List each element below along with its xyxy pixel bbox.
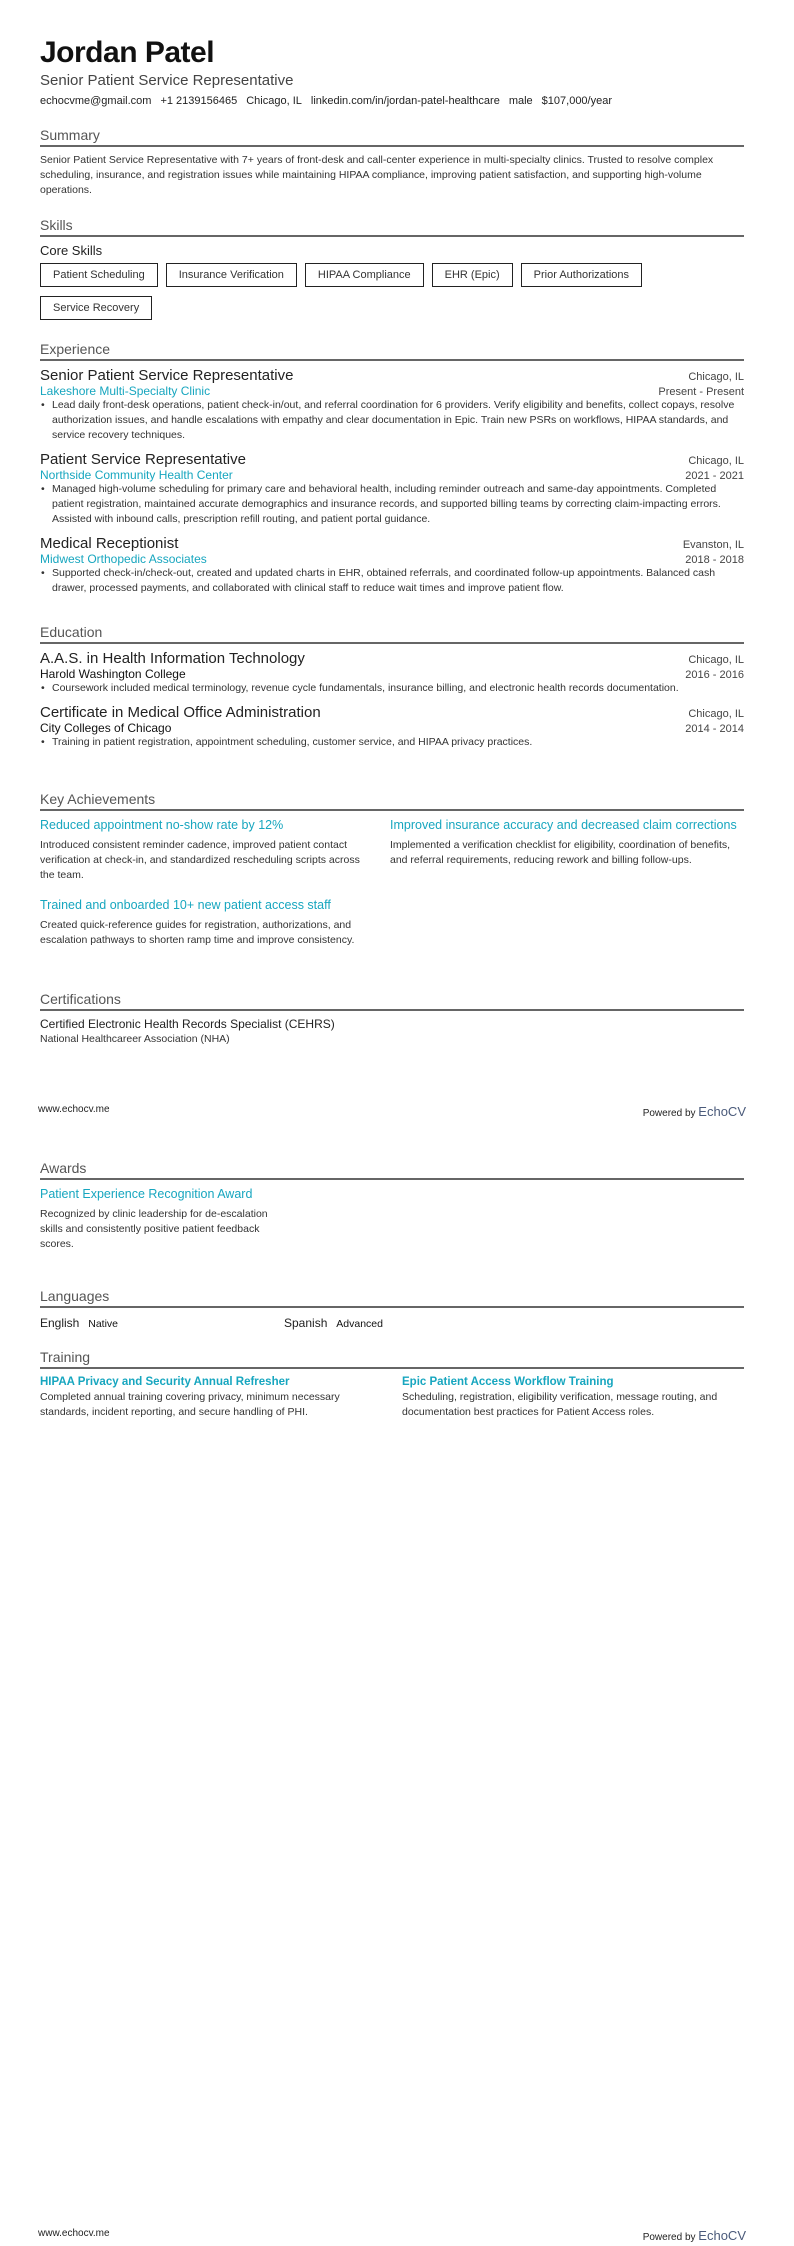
edu-dates: 2016 - 2016 [685,669,744,681]
job-location: Chicago, IL [688,371,744,383]
section-heading: Summary [40,127,744,147]
echocv-logo[interactable]: EchoCV [698,2228,746,2243]
training-text: Completed annual training covering privacy, minimum necessary standards, incident reporting, and secure handling of PHI. [40,1391,340,1418]
languages-section [40,1288,744,1332]
section-heading: Certifications [40,991,744,1011]
email[interactable]: echocvme@gmail.com [40,95,152,107]
language-item [40,1314,284,1332]
footer-site-link[interactable]: www.echocv.me [38,1104,110,1115]
resume-header [40,36,744,107]
linkedin[interactable]: linkedin.com/in/jordan-patel-healthcare [310,95,500,107]
skills-section [40,217,744,320]
contact-info [40,95,744,107]
job-entry [40,451,744,527]
award-text: Recognized by clinic leadership for de-escalation skills and consistently positive patient feedback scores. [40,1208,268,1250]
education-entry [40,704,744,750]
candidate-title: Senior Patient Service Representative [40,72,294,89]
achievement-text: Implemented a verification checklist for eligibility, coordination of benefits, and referral requirements, reducing rework and billing follow-ups. [390,839,731,866]
school: City Colleges of Chicago [40,721,172,735]
section-heading: Skills [40,217,744,237]
degree: A.A.S. in Health Information Technology [40,650,305,667]
cert-name: Certified Electronic Health Records Specialist (CEHRS) [40,1017,335,1031]
section-heading: Training [40,1349,744,1369]
achievement-title: Improved insurance accuracy and decreased claim corrections [390,818,737,832]
edu-bullet: • Training in patient registration, appointment scheduling, customer service, and HIPAA privacy practices. [40,735,744,750]
job-entry [40,535,744,596]
award-title: Patient Experience Recognition Award [40,1187,253,1201]
summary-text: Senior Patient Service Representative with 7+ years of front-desk and call-center experience in multi-specialty clinics. Trusted to resolve complex scheduling, insurance, and registration issues while maintaining HIPAA compliance, improving patient satisfaction, and supporting high-volume operations. [40,154,714,196]
training-text: Scheduling, registration, eligibility verification, message routing, and documentation best practices for Patient Access roles. [402,1391,718,1418]
achievement-item [40,817,390,883]
job-title: Patient Service Representative [40,451,246,468]
achievements-section [40,791,744,948]
echocv-logo[interactable]: EchoCV [698,1104,746,1119]
edu-dates: 2014 - 2014 [685,723,744,735]
training-title: HIPAA Privacy and Security Annual Refresher [40,1376,290,1388]
language-item [284,1314,383,1332]
job-dates: Present - Present [658,386,744,398]
skill-chip: Insurance Verification [166,263,297,287]
gender: male [508,95,533,107]
edu-location: Chicago, IL [688,654,744,666]
job-dates: 2018 - 2018 [685,554,744,566]
powered-by-label: Powered by [642,2232,696,2243]
training-title: Epic Patient Access Workflow Training [402,1376,614,1388]
section-heading: Key Achievements [40,791,744,811]
achievement-item [40,897,390,948]
language-level: Native [88,1318,119,1330]
achievement-item [390,817,744,883]
award-item [40,1186,270,1252]
section-heading: Experience [40,341,744,361]
job-bullet: • Supported check-in/check-out, created and updated charts in EHR, obtained referrals, and coordinated follow-up appointments. Balanced cash drawer, processed payments, and collaborated with clinical staff to reduce wait times and improve patient flow. [40,566,744,596]
job-entry [40,367,744,443]
skill-group-title: Core Skills [40,243,103,258]
candidate-name: Jordan Patel [40,36,215,69]
degree: Certificate in Medical Office Administration [40,704,321,721]
training-item [402,1375,744,1420]
skill-chip: Service Recovery [40,296,152,320]
edu-bullet: • Coursework included medical terminology, revenue cycle fundamentals, insurance billing, and electronic health records documentation. [40,681,680,696]
section-heading: Education [40,624,744,644]
experience-section [40,341,744,604]
training-section [40,1349,744,1420]
page-footer [38,2228,746,2243]
achievement-title: Trained and onboarded 10+ new patient access staff [40,898,331,912]
skill-chip: Patient Scheduling [40,263,158,287]
language-name: English [40,1316,80,1330]
job-title: Senior Patient Service Representative [40,367,294,384]
powered-by-label: Powered by [642,1108,696,1119]
salary: $107,000/year [541,95,613,107]
school: Harold Washington College [40,667,186,681]
cert-issuer: National Healthcareer Association (NHA) [40,1033,230,1045]
skill-chip: HIPAA Compliance [305,263,424,287]
job-title: Medical Receptionist [40,535,179,552]
job-location: Chicago, IL [688,455,744,467]
section-heading: Languages [40,1288,744,1308]
achievement-text: Introduced consistent reminder cadence, improved patient contact verification at check-in, and standardized rescheduling scripts across the team. [40,839,360,881]
job-dates: 2021 - 2021 [685,470,744,482]
summary-section [40,127,744,198]
skill-chip: EHR (Epic) [432,263,513,287]
footer-site-link[interactable]: www.echocv.me [38,2228,110,2239]
job-bullet: • Lead daily front-desk operations, patient check-in/out, and referral coordination for 6 providers. Verify eligibility and benefits, collect copays, resolve authorization issues, and handle escalations with empathy and clear documentation in Epic. Train new PSRs on workflows, HIPAA standards, and service recovery techniques. [40,398,744,443]
location: Chicago, IL [246,95,302,107]
job-bullet: • Managed high-volume scheduling for primary care and behavioral health, including reminder outreach and same-day appointments. Completed patient registration, maintained accurate demographics and insurance records, and supported billing teams by correcting claim-impacting errors. Assisted with inbound calls, prescription refill routing, and patient portal guidance. [40,482,744,527]
language-name: Spanish [284,1316,328,1330]
company: Lakeshore Multi-Specialty Clinic [40,384,211,398]
section-heading: Awards [40,1160,744,1180]
achievement-text: Created quick-reference guides for registration, authorizations, and escalation pathways to shorten ramp time and improve consistency. [40,919,355,946]
awards-section [40,1160,744,1252]
page-footer [38,1104,746,1119]
certifications-section [40,991,744,1045]
achievement-title: Reduced appointment no-show rate by 12% [40,818,284,832]
training-item [40,1375,402,1420]
skill-chip: Prior Authorizations [521,263,642,287]
education-entry [40,650,744,696]
edu-location: Chicago, IL [688,708,744,720]
language-level: Advanced [336,1318,383,1330]
company: Northside Community Health Center [40,468,233,482]
education-section [40,624,744,758]
job-location: Evanston, IL [682,539,744,551]
company: Midwest Orthopedic Associates [40,552,207,566]
phone: +1 2139156465 [160,95,238,107]
